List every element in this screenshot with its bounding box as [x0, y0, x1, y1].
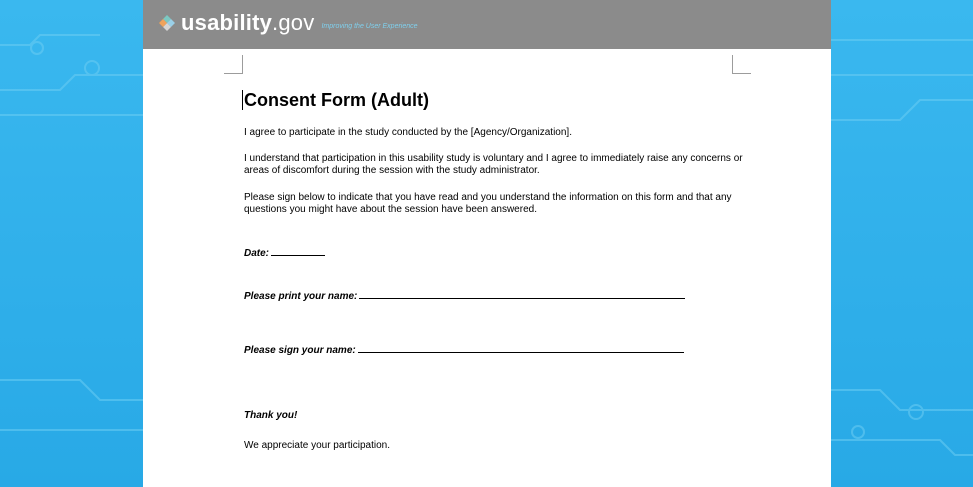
thank-you-text: Thank you! [244, 410, 298, 421]
usability-diamond-logo-icon [158, 14, 176, 32]
print-name-field [244, 288, 685, 302]
paragraph-sign-below: Please sign below to indicate that you have read and you understand the information on this form and that any questions you might have about the session have been answered. [244, 192, 732, 215]
usability-logo[interactable] [158, 8, 418, 38]
date-label: Date: [244, 248, 270, 259]
crop-mark-left [224, 55, 243, 74]
print-name-label: Please print your name: [244, 291, 358, 302]
logo-tagline: Improving the User Experience [321, 22, 418, 30]
logo-wordmark [181, 10, 314, 36]
paragraph-agreement: I agree to participate in the study conducted by the [Agency/Organization]. [244, 127, 572, 138]
date-field [244, 245, 325, 259]
sign-name-field [244, 342, 684, 356]
print-name-line [359, 288, 685, 299]
date-line [271, 245, 325, 256]
paragraph-voluntary: I understand that participation in this usability study is voluntary and I agree to immediately raise any concerns or areas of discomfort during the session with the study administrator. [244, 153, 743, 176]
sign-name-line [358, 342, 684, 353]
text-cursor [242, 90, 243, 110]
logo-bold-text: usability [181, 10, 273, 35]
sign-name-label: Please sign your name: [244, 345, 356, 356]
closing-text: We appreciate your participation. [244, 440, 391, 451]
crop-mark-right [732, 55, 751, 74]
logo-light-text: .gov [272, 10, 315, 35]
document-title: Consent Form (Adult) [244, 90, 429, 110]
